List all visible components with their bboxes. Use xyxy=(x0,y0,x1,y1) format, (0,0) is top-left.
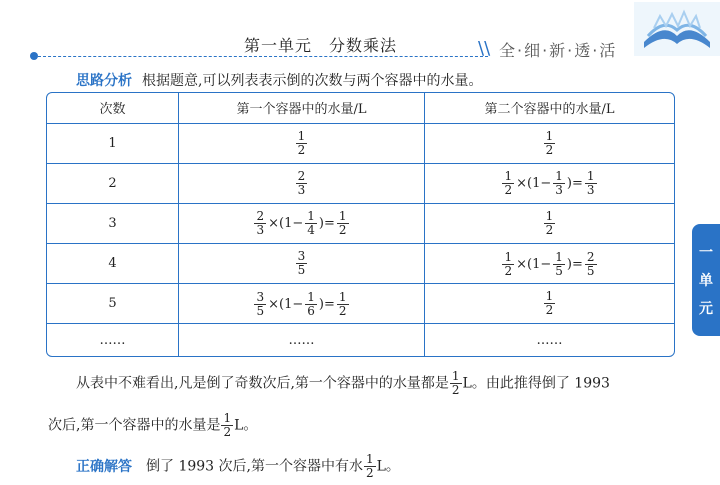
side-tab-char: 元 xyxy=(699,301,713,317)
table-header-row xyxy=(47,93,674,123)
second-container-cell xyxy=(425,203,675,243)
analysis-intro xyxy=(76,70,482,90)
table-row-ellipsis xyxy=(47,324,674,356)
table-row xyxy=(47,163,674,203)
fraction: $\frac{1}{2}$ xyxy=(545,208,554,237)
first-container-cell xyxy=(179,123,425,163)
page-header xyxy=(0,0,720,62)
table-row xyxy=(47,244,674,284)
conclusion-line-1 xyxy=(76,370,610,397)
row-count: 4 xyxy=(47,244,179,284)
analysis-text: 根据题意,可以列表表示倒的次数与两个容器中的水量。 xyxy=(142,73,483,89)
header-rule xyxy=(38,56,488,57)
first-container-cell xyxy=(179,244,425,284)
unit-side-tab xyxy=(692,224,720,336)
first-container-cell xyxy=(179,163,425,203)
fraction: $\frac{1}{2}$ xyxy=(545,128,554,157)
conclusion-line-2 xyxy=(48,412,257,439)
row-count: 2 xyxy=(47,163,179,203)
col-header-count: 次数 xyxy=(47,93,179,123)
second-container-cell xyxy=(425,284,675,324)
second-container-cell xyxy=(425,163,675,203)
first-container-cell xyxy=(179,203,425,243)
second-container-cell xyxy=(425,244,675,284)
expression: $\frac{1}{2}$ ×(1− $\frac{1}{5}$ )= $\frac{2}{5}$ xyxy=(504,249,595,278)
row-count: 3 xyxy=(47,203,179,243)
series-brand: 全·细·新·透·活 xyxy=(499,41,618,60)
col-header-second: 第二个容器中的水量/L xyxy=(425,93,675,123)
fraction: $\frac{1}{2}$ xyxy=(297,128,306,157)
expression: $\frac{2}{3}$ ×(1− $\frac{1}{4}$ )= $\frac{1}{2}$ xyxy=(256,209,347,238)
conclusion-text: 从表中不难看出,凡是倒了奇数次后,第一个容器中的水量都是 xyxy=(76,375,449,392)
first-container-cell xyxy=(179,284,425,324)
expression: $\frac{3}{5}$ ×(1− $\frac{1}{6}$ )= $\frac{1}{2}$ xyxy=(256,289,347,318)
water-table xyxy=(46,92,675,357)
table-row xyxy=(47,203,674,243)
side-tab-char: 一 xyxy=(699,245,713,261)
answer-text: 倒了 1993 次后,第一个容器中有水 xyxy=(146,458,363,475)
fraction: $\frac{2}{3}$ xyxy=(297,168,306,197)
conclusion-text: 次后,第一个容器中的水量是 xyxy=(48,417,221,434)
answer-label: 正确解答 xyxy=(76,458,132,475)
conclusion-text: L。 xyxy=(234,417,258,434)
row-count: 5 xyxy=(47,284,179,324)
expression: $\frac{1}{2}$ ×(1− $\frac{1}{3}$ )= $\frac{1}{3}$ xyxy=(504,169,595,198)
fraction: $\frac{1}{2}$ xyxy=(365,452,374,480)
ellipsis-cell: …… xyxy=(47,324,179,356)
table-row xyxy=(47,123,674,163)
chapter-title: 第一单元 分数乘法 xyxy=(244,36,398,55)
row-count: 1 xyxy=(47,123,179,163)
side-tab-char: 单 xyxy=(699,273,713,289)
analysis-label: 思路分析 xyxy=(76,73,132,89)
header-dot xyxy=(30,52,38,60)
col-header-first: 第一个容器中的水量/L xyxy=(179,93,425,123)
answer-text: L。 xyxy=(376,458,400,475)
book-logo-icon xyxy=(634,2,720,56)
correct-answer xyxy=(76,453,400,480)
ellipsis-cell: …… xyxy=(425,324,675,356)
table-row xyxy=(47,284,674,324)
second-container-cell xyxy=(425,123,675,163)
fraction: $\frac{3}{5}$ xyxy=(297,249,306,278)
fraction: $\frac{1}{2}$ xyxy=(451,369,460,397)
ellipsis-cell: …… xyxy=(179,324,425,356)
conclusion-text: L。由此推得倒了 1993 xyxy=(462,375,610,392)
fraction: $\frac{1}{2}$ xyxy=(223,411,232,439)
header-slashes: \\ xyxy=(478,38,491,59)
fraction: $\frac{1}{2}$ xyxy=(545,289,554,318)
